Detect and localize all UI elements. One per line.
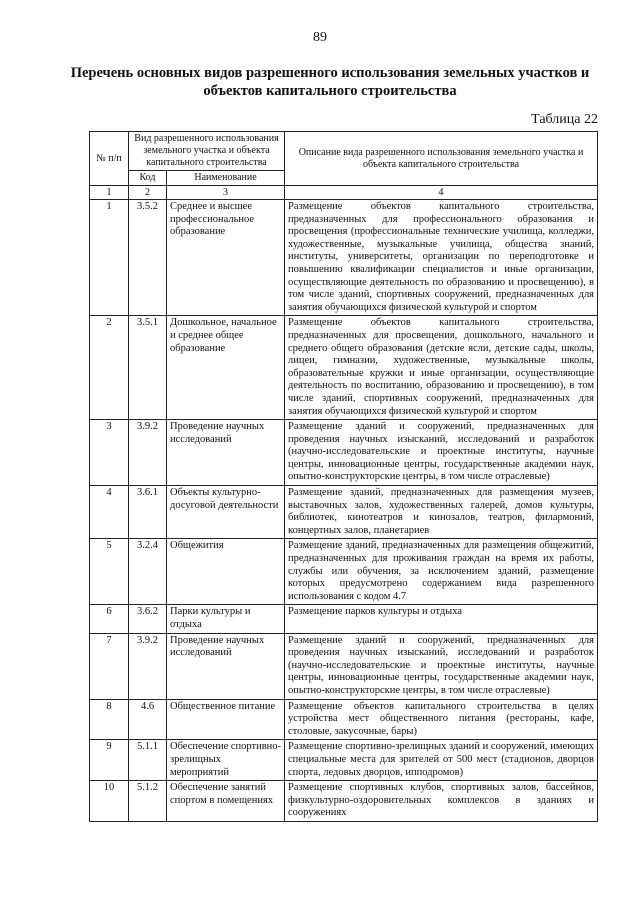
- use-name: Обеспечение занятий спортом в помещениях: [167, 781, 285, 822]
- header-code: Код: [129, 171, 167, 186]
- row-number: 5: [90, 539, 129, 605]
- column-number: 4: [285, 186, 598, 200]
- use-description: Размещение парков культуры и отдыха: [285, 605, 598, 633]
- table-row: [90, 486, 598, 539]
- row-number: 7: [90, 633, 129, 699]
- use-code: 4.6: [129, 699, 167, 740]
- table-row: [90, 781, 598, 822]
- use-name: Парки культуры и отдыха: [167, 605, 285, 633]
- use-code: 5.1.2: [129, 781, 167, 822]
- row-number: 9: [90, 740, 129, 781]
- use-description: Размещение зданий и сооружений, предназначенных для проведения научных изысканий, исследований и разработок (научно-исследовательские и проектные институты, научные центры, инновационные центры, государственные академии наук, опытно-конструкторские центры, в том числе отраслевые): [285, 420, 598, 486]
- use-code: 3.6.1: [129, 486, 167, 539]
- use-description: Размещение спортивно-зрелищных зданий и сооружений, имеющих специальные места для зрителей от 500 мест (стадионов, дворцов спорта, ледовых дворцов, ипподромов): [285, 740, 598, 781]
- column-number: 1: [90, 186, 129, 200]
- page-number: 89: [313, 30, 327, 45]
- table-row: [90, 699, 598, 740]
- use-code: 3.9.2: [129, 633, 167, 699]
- use-description: Размещение спортивных клубов, спортивных залов, бассейнов, физкультурно-оздоровительных комплексов в зданиях и сооружениях: [285, 781, 598, 822]
- row-number: 1: [90, 200, 129, 316]
- header-description: Описание вида разрешенного использования земельного участка и объекта капитального строительства: [285, 132, 598, 186]
- use-code: 5.1.1: [129, 740, 167, 781]
- row-number: 8: [90, 699, 129, 740]
- table-row: [90, 539, 598, 605]
- use-code: 3.6.2: [129, 605, 167, 633]
- column-number-row: [90, 186, 598, 200]
- row-number: 10: [90, 781, 129, 822]
- column-number: 3: [167, 186, 285, 200]
- document-title: Перечень основных видов разрешенного использования земельных участков и объектов капитального строительства: [70, 65, 590, 99]
- use-description: Размещение объектов капитального строительства, предназначенных для просвещения, дошкольного, начального и среднего общего образования (детские ясли, детские сады, школы, лицеи, гимназии, художественные, музыкальные школы, образовательные кружки и иные организации, осуществляющие деятельность по воспитанию, образованию и просвещению), в том числе зданий, спортивных сооружений, предназначенных для занятия обучающихся физической культурой и спортом: [285, 316, 598, 420]
- header-name: Наименование: [167, 171, 285, 186]
- use-name: Обеспечение спортивно-зрелищных мероприятий: [167, 740, 285, 781]
- use-name: Проведение научных исследований: [167, 420, 285, 486]
- table-body: [90, 200, 598, 822]
- row-number: 3: [90, 420, 129, 486]
- use-code: 3.5.1: [129, 316, 167, 420]
- table-row: [90, 200, 598, 316]
- land-use-table: [89, 131, 598, 822]
- use-description: Размещение зданий, предназначенных для размещения общежитий, предназначенных для проживания граждан на время их работы, службы или обучения, за исключением зданий, размещение которых предусмотрено содержанием вида разрешенного использования с кодом 4.7: [285, 539, 598, 605]
- row-number: 4: [90, 486, 129, 539]
- table-label: Таблица 22: [531, 112, 598, 127]
- use-name: Дошкольное, начальное и среднее общее образование: [167, 316, 285, 420]
- table-row: [90, 420, 598, 486]
- use-name: Объекты культурно-досуговой деятельности: [167, 486, 285, 539]
- table-row: [90, 740, 598, 781]
- use-description: Размещение объектов капитального строительства, предназначенных для профессионального образования и просвещения (профессиональные технические училища, колледжи, художественные, музыкальные училища, общества знаний, институты, университеты, организации по переподготовке и повышению квалификации специалистов и иные организации, осуществляющие деятельность по образованию и просвещению), в том числе зданий, спортивных сооружений, предназначенных для занятия обучающихся физической культурой и спортом: [285, 200, 598, 316]
- use-name: Общежития: [167, 539, 285, 605]
- row-number: 2: [90, 316, 129, 420]
- use-name: Проведение научных исследований: [167, 633, 285, 699]
- use-description: Размещение зданий и сооружений, предназначенных для проведения научных изысканий, исследований и разработок (научно-исследовательские и проектные институты, научные центры, инновационные центры, государственные академии наук, опытно-конструкторские центры, в том числе отраслевые): [285, 633, 598, 699]
- row-number: 6: [90, 605, 129, 633]
- use-name: Общественное питание: [167, 699, 285, 740]
- use-code: 3.9.2: [129, 420, 167, 486]
- use-description: Размещение объектов капитального строительства в целях устройства мест общественного питания (рестораны, кафе, столовые, закусочные, бары): [285, 699, 598, 740]
- table-row: [90, 605, 598, 633]
- use-name: Среднее и высшее профессиональное образование: [167, 200, 285, 316]
- header-num: № п/п: [90, 132, 129, 186]
- use-code: 3.2.4: [129, 539, 167, 605]
- column-number: 2: [129, 186, 167, 200]
- use-description: Размещение зданий, предназначенных для размещения музеев, выставочных залов, художественных галерей, домов культуры, библиотек, кинотеатров и кинозалов, театров, филармоний, концертных залов, планетариев: [285, 486, 598, 539]
- header-kind: Вид разрешенного использования земельного участка и объекта капитального строительства: [129, 132, 285, 171]
- table-row: [90, 316, 598, 420]
- table-header: [90, 132, 598, 200]
- table-row: [90, 633, 598, 699]
- use-code: 3.5.2: [129, 200, 167, 316]
